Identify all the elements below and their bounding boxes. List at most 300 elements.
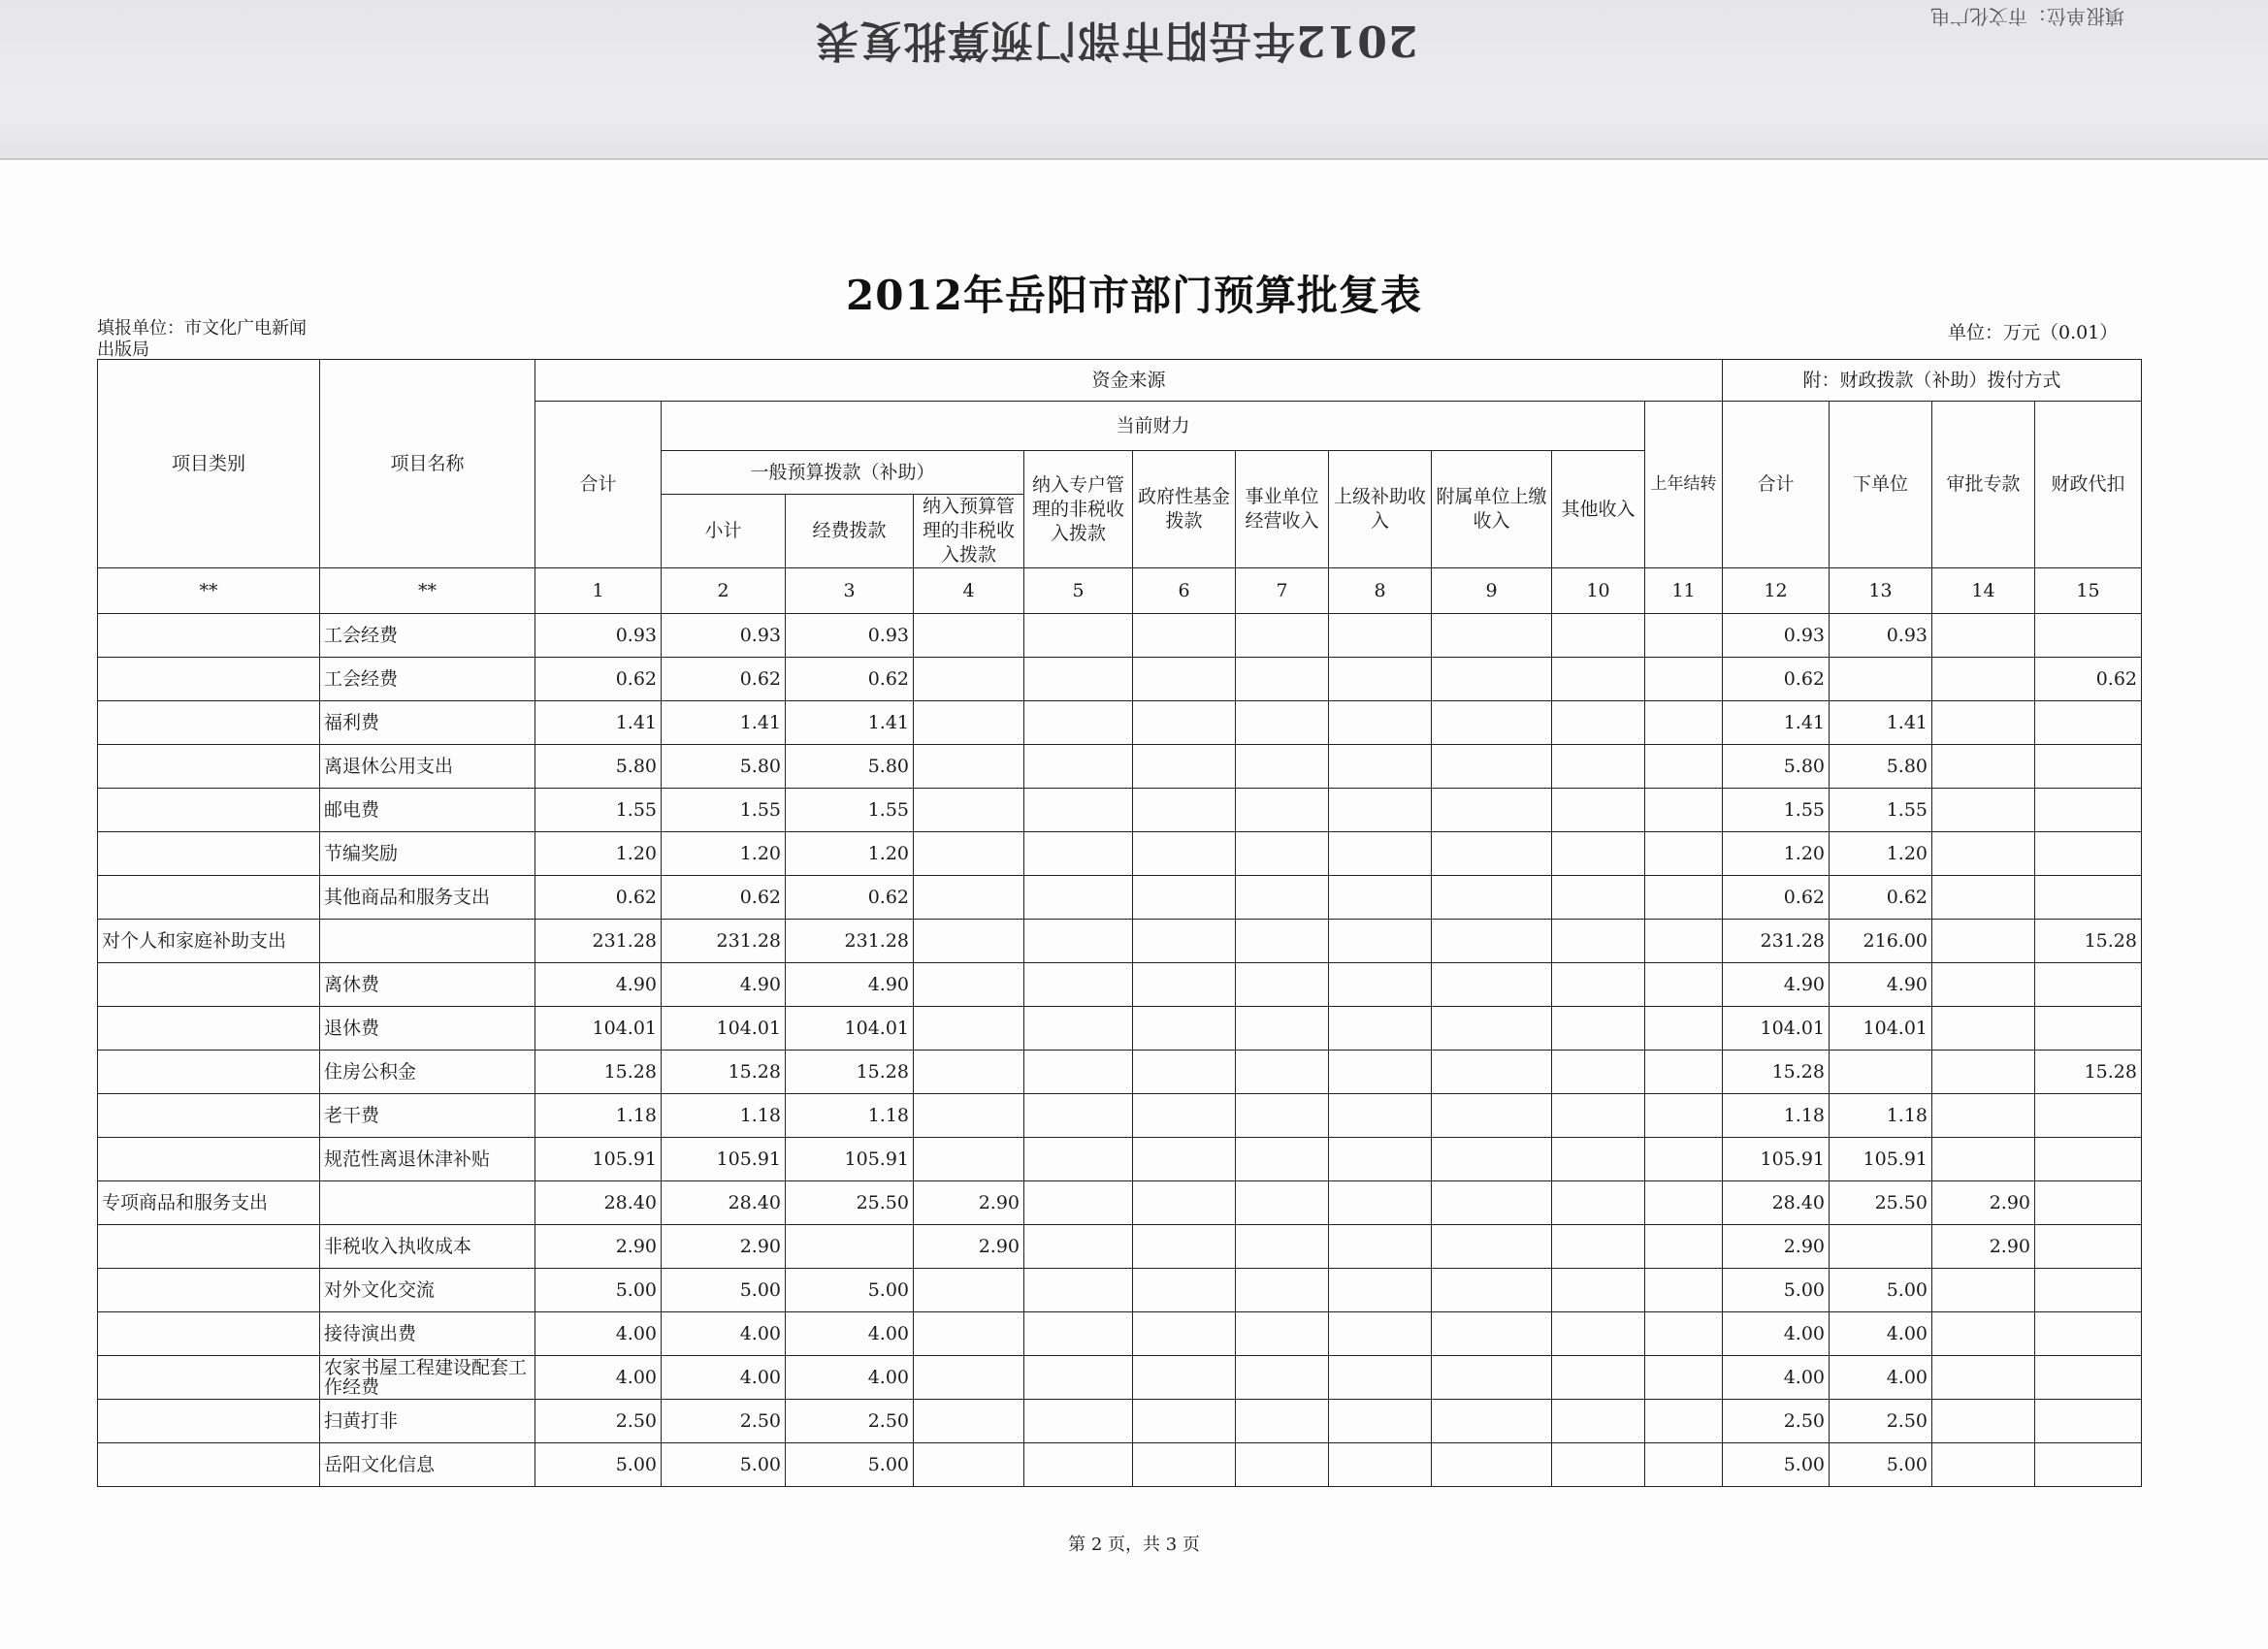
table-cell xyxy=(1024,1225,1133,1269)
table-row xyxy=(98,789,2142,832)
table-cell xyxy=(1329,1312,1432,1356)
table-cell xyxy=(2035,963,2142,1007)
table-cell xyxy=(2035,789,2142,832)
table-cell xyxy=(1236,1051,1329,1094)
table-cell xyxy=(98,745,320,789)
table-cell xyxy=(1552,1400,1645,1443)
table-cell: 2.90 xyxy=(535,1225,662,1269)
table-cell xyxy=(98,1443,320,1487)
table-cell xyxy=(1830,658,1932,701)
table-cell: 104.01 xyxy=(1723,1007,1830,1051)
table-cell: 5.00 xyxy=(786,1443,914,1487)
table-cell: 15.28 xyxy=(535,1051,662,1094)
table-cell: 5.80 xyxy=(786,745,914,789)
table-cell xyxy=(914,920,1024,963)
table-cell xyxy=(1932,963,2035,1007)
table-cell xyxy=(1552,1312,1645,1356)
table-cell xyxy=(1932,1094,2035,1138)
table-cell: 231.28 xyxy=(535,920,662,963)
table-cell: 0.62 xyxy=(535,658,662,701)
table-row xyxy=(98,1269,2142,1312)
table-row xyxy=(98,1138,2142,1181)
table-cell: 0.93 xyxy=(1830,614,1932,658)
table-cell: 11 xyxy=(1645,568,1723,614)
table-cell: 4.90 xyxy=(1723,963,1830,1007)
table-cell: 1.18 xyxy=(535,1094,662,1138)
table-cell xyxy=(914,876,1024,920)
table-cell xyxy=(2035,1356,2142,1400)
table-cell: 0.62 xyxy=(2035,658,2142,701)
table-cell: 规范性离退休津补贴 xyxy=(320,1138,535,1181)
header-general-budget: 一般预算拨款（补助） xyxy=(662,451,1024,495)
table-cell xyxy=(1133,745,1236,789)
table-cell xyxy=(914,832,1024,876)
table-cell xyxy=(1133,614,1236,658)
table-cell xyxy=(1236,920,1329,963)
table-cell xyxy=(2035,1312,2142,1356)
table-cell: 1.20 xyxy=(662,832,786,876)
table-cell xyxy=(1552,658,1645,701)
table-cell: 104.01 xyxy=(662,1007,786,1051)
table-cell: 28.40 xyxy=(662,1181,786,1225)
table-cell: 1.20 xyxy=(786,832,914,876)
table-cell xyxy=(1645,1356,1723,1400)
table-cell: 1.18 xyxy=(786,1094,914,1138)
table-cell xyxy=(98,832,320,876)
table-cell: 2.50 xyxy=(535,1400,662,1443)
table-cell: 4.00 xyxy=(662,1312,786,1356)
table-cell: 1.20 xyxy=(1830,832,1932,876)
table-cell: 4.90 xyxy=(786,963,914,1007)
table-cell xyxy=(1830,1225,1932,1269)
table-cell xyxy=(1133,1225,1236,1269)
table-cell: 14 xyxy=(1932,568,2035,614)
table-cell xyxy=(98,1312,320,1356)
header-subtotal: 小计 xyxy=(662,495,786,568)
table-cell: 4.00 xyxy=(1830,1356,1932,1400)
table-cell xyxy=(914,745,1024,789)
header-superior-subsidy: 上级补助收入 xyxy=(1329,451,1432,568)
table-cell: 231.28 xyxy=(1723,920,1830,963)
table-cell xyxy=(1645,789,1723,832)
reporting-unit-text: 填报单位：市文化广电新闻出版局 xyxy=(97,318,307,360)
table-cell xyxy=(1236,1269,1329,1312)
table-cell xyxy=(1552,963,1645,1007)
table-cell xyxy=(914,789,1024,832)
header-total: 合计 xyxy=(535,402,662,568)
table-cell: 4.00 xyxy=(786,1312,914,1356)
table-cell xyxy=(98,1138,320,1181)
header-other-income: 其他收入 xyxy=(1552,451,1645,568)
table-cell xyxy=(2035,1443,2142,1487)
table-row xyxy=(98,1443,2142,1487)
table-cell xyxy=(1133,1138,1236,1181)
table-cell: 2.50 xyxy=(786,1400,914,1443)
table-cell xyxy=(1932,1443,2035,1487)
table-cell: 15.28 xyxy=(2035,920,2142,963)
table-cell xyxy=(1024,920,1133,963)
table-cell: 其他商品和服务支出 xyxy=(320,876,535,920)
table-cell: 105.91 xyxy=(1830,1138,1932,1181)
table-cell: 216.00 xyxy=(1830,920,1932,963)
table-cell xyxy=(1133,789,1236,832)
table-cell xyxy=(1024,876,1133,920)
table-cell: 1.55 xyxy=(535,789,662,832)
table-cell xyxy=(1552,1007,1645,1051)
table-cell xyxy=(1645,1007,1723,1051)
table-row xyxy=(98,1094,2142,1138)
table-cell xyxy=(1133,1051,1236,1094)
table-cell xyxy=(1645,1400,1723,1443)
table-cell xyxy=(2035,1400,2142,1443)
table-cell: 岳阳文化信息 xyxy=(320,1443,535,1487)
table-cell xyxy=(98,1094,320,1138)
table-cell xyxy=(1932,920,2035,963)
table-cell: 工会经费 xyxy=(320,614,535,658)
table-row xyxy=(98,1312,2142,1356)
table-cell xyxy=(1024,614,1133,658)
table-cell xyxy=(1932,1138,2035,1181)
table-cell: 5.00 xyxy=(662,1269,786,1312)
folded-sheet-corner-text: 填报单位：市文化广电 xyxy=(1930,5,2124,28)
table-cell xyxy=(1432,1051,1552,1094)
table-cell: 0.62 xyxy=(1723,658,1830,701)
table-cell xyxy=(1645,832,1723,876)
table-cell xyxy=(1329,1356,1432,1400)
header-appx-approval: 审批专款 xyxy=(1932,402,2035,568)
table-cell xyxy=(1432,701,1552,745)
table-cell xyxy=(1432,963,1552,1007)
table-cell: 0.93 xyxy=(662,614,786,658)
table-cell xyxy=(1432,745,1552,789)
table-cell xyxy=(1236,832,1329,876)
table-cell xyxy=(1645,1051,1723,1094)
table-cell: 15.28 xyxy=(662,1051,786,1094)
table-cell xyxy=(1329,1400,1432,1443)
table-cell xyxy=(1133,963,1236,1007)
table-cell xyxy=(1645,1443,1723,1487)
table-cell xyxy=(1329,1051,1432,1094)
table-cell xyxy=(1645,920,1723,963)
table-cell xyxy=(1932,614,2035,658)
table-row xyxy=(98,745,2142,789)
table-cell xyxy=(1024,1051,1133,1094)
table-cell: 5.00 xyxy=(535,1443,662,1487)
table-cell: 5.80 xyxy=(1830,745,1932,789)
table-cell: 5.00 xyxy=(786,1269,914,1312)
table-cell xyxy=(1133,1007,1236,1051)
table-cell: 1.18 xyxy=(1830,1094,1932,1138)
table-cell xyxy=(320,920,535,963)
table-cell: 0.62 xyxy=(1830,876,1932,920)
table-cell xyxy=(1133,1356,1236,1400)
table-cell xyxy=(1024,1356,1133,1400)
header-affiliated-income: 附属单位上缴收入 xyxy=(1432,451,1552,568)
table-cell xyxy=(1552,1269,1645,1312)
header-nontax-special: 纳入专户管理的非税收入拨款 xyxy=(1024,451,1133,568)
table-cell: 4.00 xyxy=(535,1312,662,1356)
table-cell: 1.18 xyxy=(1723,1094,1830,1138)
budget-table xyxy=(97,359,2142,1487)
table-cell xyxy=(1329,745,1432,789)
table-cell xyxy=(1236,1138,1329,1181)
folded-sheet-title: 2012年岳阳市部门预算批复表 xyxy=(815,16,1418,65)
table-row xyxy=(98,920,2142,963)
table-cell xyxy=(98,701,320,745)
table-row xyxy=(98,701,2142,745)
table-cell xyxy=(1552,1094,1645,1138)
table-cell: 5.80 xyxy=(1723,745,1830,789)
table-cell: ** xyxy=(98,568,320,614)
table-row xyxy=(98,658,2142,701)
table-cell: 104.01 xyxy=(1830,1007,1932,1051)
table-cell: 离退休公用支出 xyxy=(320,745,535,789)
table-cell xyxy=(1133,1400,1236,1443)
table-cell xyxy=(1645,1181,1723,1225)
header-appx-lower: 下单位 xyxy=(1830,402,1932,568)
table-cell: 12 xyxy=(1723,568,1830,614)
table-cell xyxy=(98,614,320,658)
table-cell xyxy=(1236,1312,1329,1356)
table-cell xyxy=(1432,1181,1552,1225)
table-cell xyxy=(1552,1181,1645,1225)
table-cell xyxy=(1024,658,1133,701)
table-cell xyxy=(98,1400,320,1443)
table-cell xyxy=(914,614,1024,658)
table-cell xyxy=(1329,1181,1432,1225)
table-cell xyxy=(1552,1138,1645,1181)
table-cell xyxy=(98,658,320,701)
table-cell: 25.50 xyxy=(1830,1181,1932,1225)
table-cell xyxy=(2035,1181,2142,1225)
table-cell: 0.62 xyxy=(662,876,786,920)
table-cell xyxy=(1932,789,2035,832)
table-cell: 105.91 xyxy=(786,1138,914,1181)
table-cell xyxy=(1552,920,1645,963)
table-cell xyxy=(786,1225,914,1269)
table-cell xyxy=(98,963,320,1007)
table-cell xyxy=(1830,1051,1932,1094)
table-cell: 对个人和家庭补助支出 xyxy=(98,920,320,963)
table-cell xyxy=(1024,745,1133,789)
table-cell xyxy=(914,1138,1024,1181)
table-cell: 13 xyxy=(1830,568,1932,614)
table-row xyxy=(98,1356,2142,1400)
table-cell xyxy=(1645,963,1723,1007)
table-cell xyxy=(1432,1225,1552,1269)
table-cell: 104.01 xyxy=(786,1007,914,1051)
page-title: 2012年岳阳市部门预算批复表 xyxy=(846,272,1422,319)
table-cell: 2.90 xyxy=(1723,1225,1830,1269)
table-cell: 农家书屋工程建设配套工作经费 xyxy=(320,1356,535,1400)
table-cell xyxy=(1133,701,1236,745)
table-cell: 4.00 xyxy=(1830,1312,1932,1356)
table-cell: ** xyxy=(320,568,535,614)
table-cell: 231.28 xyxy=(786,920,914,963)
table-cell: 福利费 xyxy=(320,701,535,745)
table-cell: 28.40 xyxy=(1723,1181,1830,1225)
folded-sheet xyxy=(0,0,2268,160)
table-cell xyxy=(2035,1007,2142,1051)
table-cell: 邮电费 xyxy=(320,789,535,832)
table-cell: 8 xyxy=(1329,568,1432,614)
table-cell xyxy=(914,701,1024,745)
table-cell xyxy=(1432,1138,1552,1181)
table-cell xyxy=(1024,1443,1133,1487)
table-cell xyxy=(1329,658,1432,701)
table-cell: 1.41 xyxy=(1830,701,1932,745)
table-cell xyxy=(1432,614,1552,658)
table-cell: 2.90 xyxy=(914,1181,1024,1225)
table-cell xyxy=(1552,1443,1645,1487)
table-cell: 15.28 xyxy=(1723,1051,1830,1094)
table-cell: 105.91 xyxy=(535,1138,662,1181)
table-cell xyxy=(1329,614,1432,658)
table-cell xyxy=(1932,701,2035,745)
table-cell: 对外文化交流 xyxy=(320,1269,535,1312)
table-cell: 1.18 xyxy=(662,1094,786,1138)
table-cell xyxy=(1932,1269,2035,1312)
table-cell xyxy=(1552,1225,1645,1269)
table-cell xyxy=(320,1181,535,1225)
table-cell xyxy=(914,658,1024,701)
table-cell xyxy=(1552,1051,1645,1094)
column-index-row xyxy=(98,568,2142,614)
table-cell xyxy=(1432,1356,1552,1400)
table-cell xyxy=(1133,876,1236,920)
table-cell xyxy=(1432,832,1552,876)
table-row xyxy=(98,876,2142,920)
table-cell: 2 xyxy=(662,568,786,614)
table-cell xyxy=(1932,1400,2035,1443)
table-cell xyxy=(1932,1007,2035,1051)
table-cell: 1.55 xyxy=(1830,789,1932,832)
table-cell xyxy=(1329,1138,1432,1181)
table-cell: 接待演出费 xyxy=(320,1312,535,1356)
table-cell xyxy=(1932,832,2035,876)
table-cell: 老干费 xyxy=(320,1094,535,1138)
table-row xyxy=(98,963,2142,1007)
table-cell: 2.90 xyxy=(914,1225,1024,1269)
table-cell xyxy=(1329,876,1432,920)
table-cell xyxy=(1236,1443,1329,1487)
table-cell xyxy=(1133,920,1236,963)
header-name: 项目名称 xyxy=(320,360,535,568)
table-cell xyxy=(98,1356,320,1400)
header-business-income: 事业单位经营收入 xyxy=(1236,451,1329,568)
table-cell xyxy=(1024,1007,1133,1051)
table-cell: 4.00 xyxy=(786,1356,914,1400)
table-cell xyxy=(1024,1181,1133,1225)
table-cell: 105.91 xyxy=(1723,1138,1830,1181)
table-cell xyxy=(1236,658,1329,701)
table-cell: 5.00 xyxy=(1723,1443,1830,1487)
table-cell: 0.93 xyxy=(786,614,914,658)
table-cell xyxy=(1552,614,1645,658)
table-cell xyxy=(1133,658,1236,701)
table-cell: 节编奖励 xyxy=(320,832,535,876)
table-cell xyxy=(1024,701,1133,745)
table-cell: 0.62 xyxy=(662,658,786,701)
table-row xyxy=(98,1400,2142,1443)
table-cell xyxy=(1645,1269,1723,1312)
table-cell xyxy=(1236,1356,1329,1400)
table-cell: 1.41 xyxy=(1723,701,1830,745)
table-cell xyxy=(2035,701,2142,745)
table-cell xyxy=(2035,1269,2142,1312)
header-appx-fiscal: 财政代扣 xyxy=(2035,402,2142,568)
table-cell: 2.50 xyxy=(1830,1400,1932,1443)
table-cell xyxy=(1432,920,1552,963)
table-cell: 5.00 xyxy=(662,1443,786,1487)
table-cell: 15.28 xyxy=(2035,1051,2142,1094)
table-cell xyxy=(1133,1094,1236,1138)
table-cell xyxy=(1432,1400,1552,1443)
table-cell xyxy=(2035,1138,2142,1181)
table-row xyxy=(98,1181,2142,1225)
table-cell xyxy=(1932,1356,2035,1400)
table-cell xyxy=(1432,658,1552,701)
table-cell xyxy=(1432,1007,1552,1051)
table-cell xyxy=(98,1007,320,1051)
table-cell: 1.55 xyxy=(662,789,786,832)
table-cell: 1.55 xyxy=(1723,789,1830,832)
table-cell xyxy=(1236,1094,1329,1138)
table-cell: 15 xyxy=(2035,568,2142,614)
table-cell xyxy=(1932,1312,2035,1356)
table-cell xyxy=(914,1007,1024,1051)
table-cell: 15.28 xyxy=(786,1051,914,1094)
table-cell xyxy=(914,1094,1024,1138)
table-cell: 7 xyxy=(1236,568,1329,614)
table-cell: 4.00 xyxy=(662,1356,786,1400)
table-cell xyxy=(1236,701,1329,745)
table-cell xyxy=(1236,1181,1329,1225)
table-cell xyxy=(1329,832,1432,876)
table-row xyxy=(98,614,2142,658)
table-cell: 4.00 xyxy=(1723,1312,1830,1356)
table-cell: 28.40 xyxy=(535,1181,662,1225)
table-cell xyxy=(98,789,320,832)
table-cell xyxy=(1932,1051,2035,1094)
table-cell: 4.90 xyxy=(1830,963,1932,1007)
table-cell xyxy=(1329,701,1432,745)
table-cell xyxy=(1552,1356,1645,1400)
table-cell xyxy=(1645,1094,1723,1138)
table-cell xyxy=(1432,789,1552,832)
table-cell xyxy=(1432,1094,1552,1138)
table-cell: 5.00 xyxy=(535,1269,662,1312)
table-cell: 4 xyxy=(914,568,1024,614)
table-cell: 231.28 xyxy=(662,920,786,963)
table-cell xyxy=(1329,1094,1432,1138)
table-cell xyxy=(2035,614,2142,658)
table-cell xyxy=(1133,1269,1236,1312)
header-category: 项目类别 xyxy=(98,360,320,568)
table-cell xyxy=(98,1225,320,1269)
table-cell xyxy=(1024,1312,1133,1356)
table-cell xyxy=(1329,1269,1432,1312)
header-current-financial: 当前财力 xyxy=(662,402,1645,451)
table-cell xyxy=(1236,614,1329,658)
table-cell xyxy=(1024,1094,1133,1138)
table-cell xyxy=(914,1051,1024,1094)
table-cell xyxy=(1552,789,1645,832)
header-operating: 经费拨款 xyxy=(786,495,914,568)
table-cell xyxy=(1236,789,1329,832)
table-cell: 4.00 xyxy=(535,1356,662,1400)
table-cell: 2.90 xyxy=(1932,1181,2035,1225)
